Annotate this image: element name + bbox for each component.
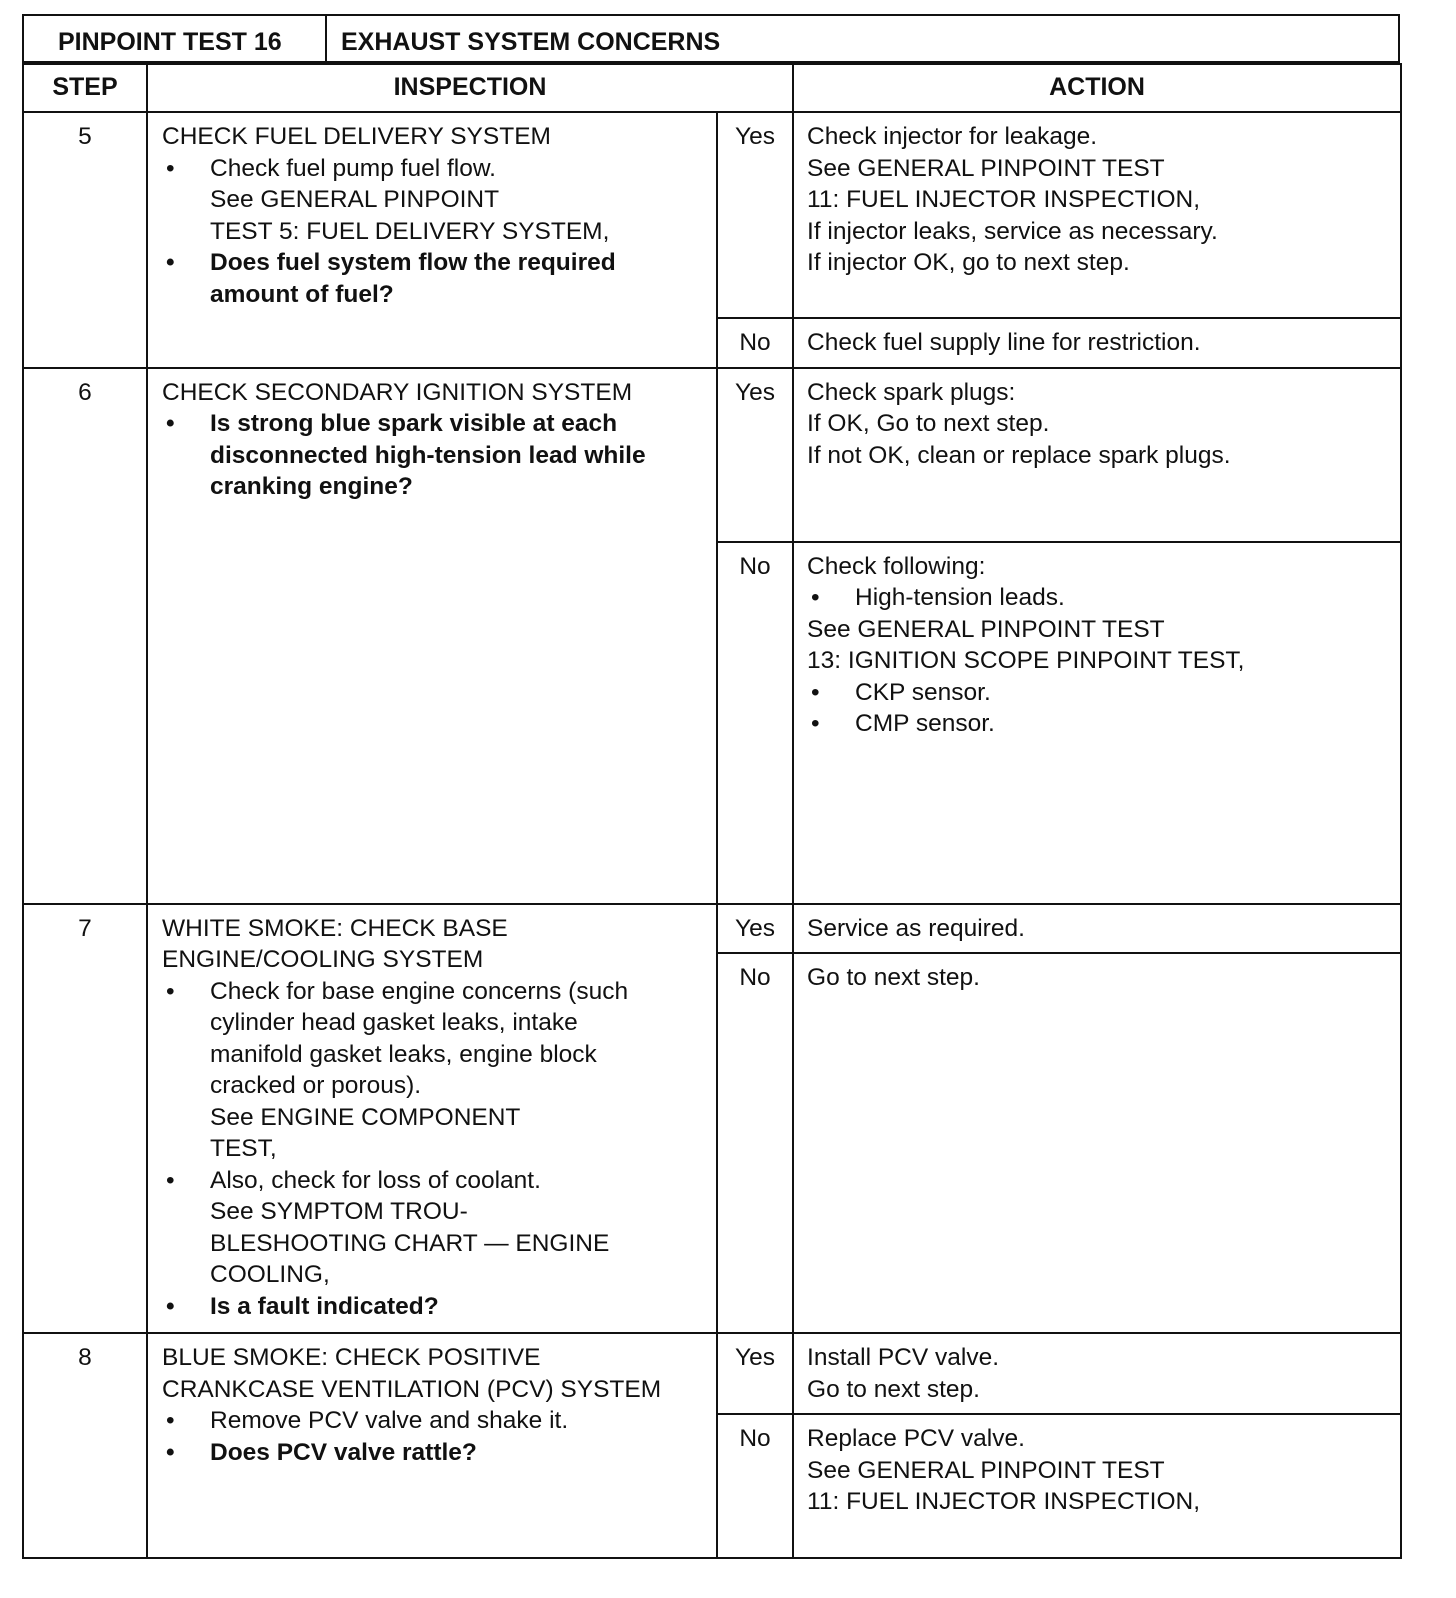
- question-text: amount of fuel?: [210, 280, 394, 308]
- step-5-yes-row: [23, 112, 1401, 318]
- bullet-item: [807, 677, 1390, 709]
- bullet-item: [162, 1291, 706, 1323]
- inspection-text: Also, check for loss of coolant.: [210, 1166, 541, 1194]
- bullet-icon: •: [166, 1438, 175, 1466]
- yes-action: [793, 1333, 1401, 1414]
- bullet-item: [162, 408, 706, 503]
- action-text: Check injector for leakage.: [807, 123, 1098, 150]
- step-heading: ENGINE/COOLING SYSTEM: [162, 946, 484, 973]
- action-text: Check fuel supply line for restriction.: [807, 329, 1201, 356]
- question-text: disconnected high-tension lead while: [210, 441, 646, 469]
- yes-label: Yes: [717, 368, 793, 542]
- question-text: Is a fault indicated?: [210, 1292, 439, 1320]
- action-text: High-tension leads.: [855, 584, 1065, 611]
- step-6-yes-row: [23, 368, 1401, 542]
- inspection-column-header: INSPECTION: [147, 64, 793, 112]
- step-number: 7: [23, 904, 147, 1334]
- action-text: Go to next step.: [807, 1375, 980, 1403]
- reference-text: See SYMPTOM TROU-: [210, 1198, 468, 1225]
- step-7-inspection: [147, 904, 717, 1334]
- step-number: 8: [23, 1333, 147, 1558]
- bullet-icon: •: [811, 710, 820, 737]
- bullet-item: [807, 708, 1390, 740]
- step-heading: WHITE SMOKE: CHECK BASE: [162, 914, 508, 942]
- action-text: Go to next step.: [807, 964, 980, 991]
- bullet-item: [162, 1405, 706, 1437]
- bullet-icon: •: [811, 584, 820, 611]
- no-label: No: [717, 953, 793, 1333]
- inspection-text: cracked or porous).: [210, 1072, 422, 1099]
- yes-label: Yes: [717, 904, 793, 954]
- inspection-text: cylinder head gasket leaks, intake: [210, 1009, 578, 1036]
- step-heading: CRANKCASE VENTILATION (PCV) SYSTEM: [162, 1375, 662, 1403]
- bullet-icon: •: [166, 154, 175, 182]
- action-text: If injector leaks, service as necessary.: [807, 217, 1218, 245]
- reference-text: 13: IGNITION SCOPE PINPOINT TEST,: [807, 647, 1245, 674]
- reference-text: See GENERAL PINPOINT TEST: [807, 615, 1165, 643]
- step-heading: BLUE SMOKE: CHECK POSITIVE: [162, 1344, 541, 1371]
- no-action: [793, 542, 1401, 904]
- no-label: No: [717, 318, 793, 368]
- reference-text: TEST,: [210, 1135, 277, 1162]
- question-text: cranking engine?: [210, 473, 413, 500]
- no-label: No: [717, 542, 793, 904]
- yes-action: [793, 368, 1401, 542]
- test-title: EXHAUST SYSTEM CONCERNS: [341, 28, 721, 56]
- no-action: [793, 318, 1401, 368]
- inspection-text: Check for base engine concerns (such: [210, 977, 629, 1005]
- reference-text: See ENGINE COMPONENT: [210, 1103, 521, 1131]
- action-text: CKP sensor.: [855, 678, 991, 706]
- step-number: 6: [23, 368, 147, 904]
- step-column-header: STEP: [23, 64, 147, 112]
- step-7-yes-row: [23, 904, 1401, 954]
- reference-text: See GENERAL PINPOINT: [210, 186, 500, 213]
- yes-label: Yes: [717, 1333, 793, 1414]
- bullet-icon: •: [166, 977, 175, 1005]
- reference-text: TEST 5: FUEL DELIVERY SYSTEM,: [210, 217, 610, 245]
- step-6-inspection: [147, 368, 717, 904]
- action-text: Service as required.: [807, 914, 1025, 942]
- bullet-icon: •: [166, 1166, 175, 1194]
- action-text: Check spark plugs:: [807, 378, 1016, 406]
- bullet-item: [162, 1165, 706, 1291]
- step-5-inspection: [147, 112, 717, 368]
- reference-text: COOLING,: [210, 1261, 330, 1288]
- bullet-icon: •: [166, 249, 175, 276]
- action-text: If not OK, clean or replace spark plugs.: [807, 441, 1231, 469]
- title-bar: [22, 14, 1400, 63]
- action-text: CMP sensor.: [855, 710, 995, 737]
- reference-text: See GENERAL PINPOINT TEST: [807, 1456, 1165, 1484]
- action-column-header: ACTION: [793, 64, 1401, 112]
- bullet-item: [807, 582, 1390, 614]
- yes-action: [793, 112, 1401, 318]
- pinpoint-table: [22, 63, 1402, 1559]
- bullet-icon: •: [166, 410, 175, 437]
- test-id: PINPOINT TEST 16: [24, 16, 327, 61]
- reference-text: 11: FUEL INJECTOR INSPECTION,: [807, 1488, 1200, 1515]
- step-8-inspection: [147, 1333, 717, 1558]
- action-text: Install PCV valve.: [807, 1344, 1000, 1371]
- bullet-icon: •: [166, 1407, 175, 1434]
- action-text: 11: FUEL INJECTOR INSPECTION,: [807, 186, 1200, 213]
- inspection-text: manifold gasket leaks, engine block: [210, 1040, 597, 1068]
- bullet-item: [162, 1437, 706, 1469]
- header-row: [23, 64, 1401, 112]
- bullet-item: [162, 247, 706, 310]
- action-text: See GENERAL PINPOINT TEST: [807, 154, 1165, 182]
- reference-text: BLESHOOTING CHART — ENGINE: [210, 1229, 610, 1257]
- bullet-item: [162, 976, 706, 1165]
- inspection-text: Remove PCV valve and shake it.: [210, 1407, 569, 1434]
- no-action: [793, 1414, 1401, 1558]
- pinpoint-test-sheet: [22, 14, 1400, 1559]
- yes-action: [793, 904, 1401, 954]
- step-8-yes-row: [23, 1333, 1401, 1414]
- question-text: Does fuel system flow the required: [210, 249, 616, 276]
- no-label: No: [717, 1414, 793, 1558]
- bullet-icon: •: [811, 678, 820, 706]
- bullet-icon: •: [166, 1292, 175, 1320]
- yes-label: Yes: [717, 112, 793, 318]
- no-action: [793, 953, 1401, 1333]
- action-text: If OK, Go to next step.: [807, 410, 1050, 437]
- question-text: Does PCV valve rattle?: [210, 1438, 477, 1466]
- step-heading: CHECK SECONDARY IGNITION SYSTEM: [162, 378, 633, 406]
- bullet-item: [162, 153, 706, 248]
- question-text: Is strong blue spark visible at each: [210, 410, 618, 437]
- step-heading: CHECK FUEL DELIVERY SYSTEM: [162, 123, 551, 150]
- action-text: Check following:: [807, 552, 986, 580]
- step-number: 5: [23, 112, 147, 368]
- action-text: If injector OK, go to next step.: [807, 249, 1130, 276]
- inspection-text: Check fuel pump fuel flow.: [210, 154, 496, 182]
- action-text: Replace PCV valve.: [807, 1425, 1025, 1452]
